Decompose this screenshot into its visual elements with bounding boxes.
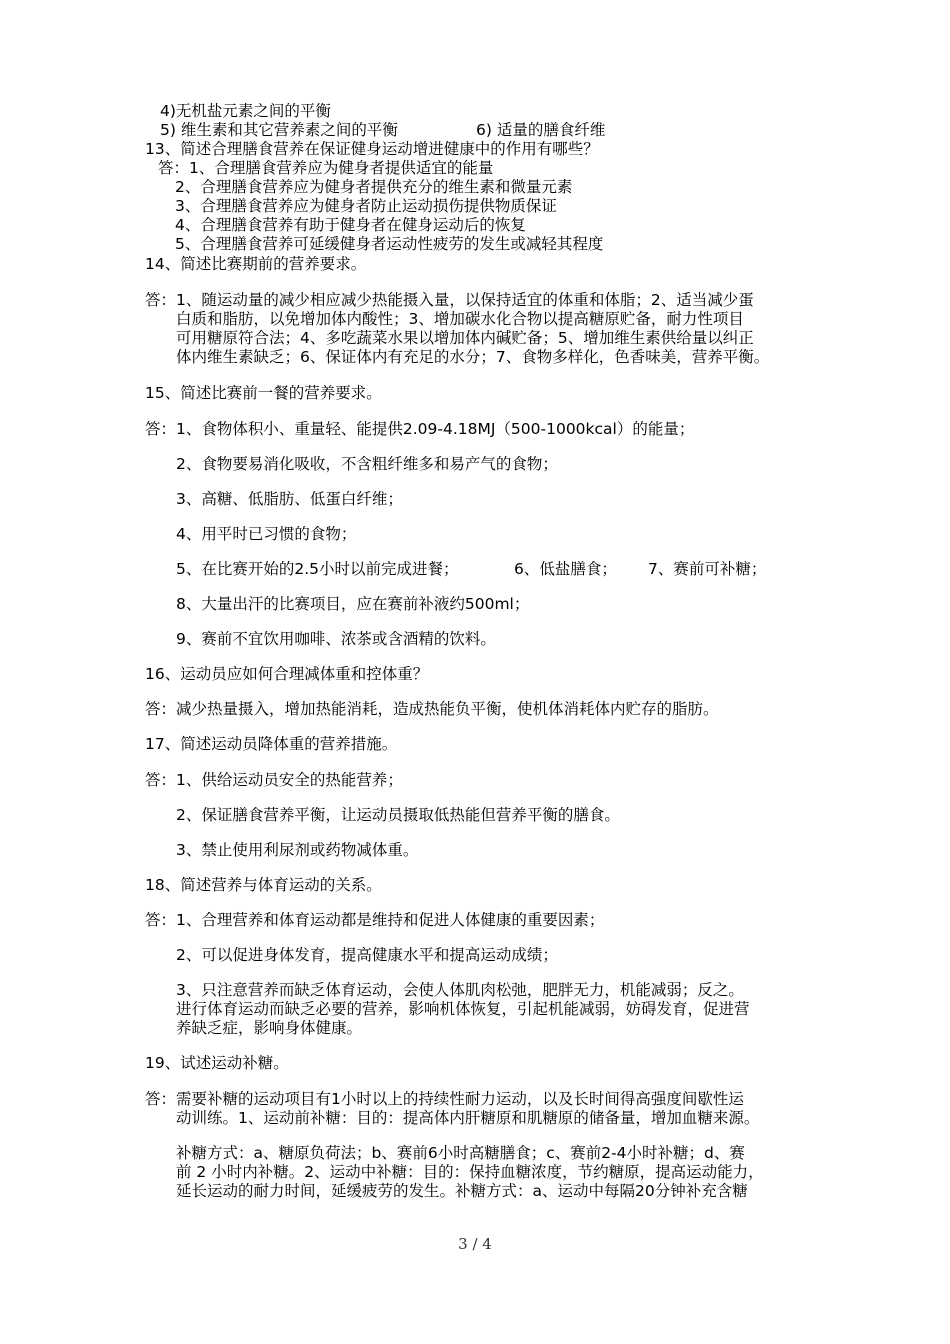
text-line: 答：需要补糖的运动项目有1小时以上的持续性耐力运动，以及长时间得高强度间歇性运 [145, 1090, 744, 1108]
text-line: 6、低盐膳食； [514, 560, 617, 578]
text-line: 3、只注意营养而缺乏体育运动，会使人体肌肉松弛，肥胖无力，机能减弱；反之。 [176, 981, 744, 999]
text-line: 14、简述比赛期前的营养要求。 [145, 255, 367, 273]
text-line: 16、运动员应如何合理减体重和控体重？ [145, 665, 429, 683]
text-line: 答：1、随运动量的减少相应减少热能摄入量，以保持适宜的体重和体脂；2、适当减少蛋 [145, 291, 754, 309]
text-line: 4、合理膳食营养有助于健身者在健身运动后的恢复 [175, 216, 526, 234]
text-line: 体内维生素缺乏；6、保证体内有充足的水分；7、食物多样化，色香味美，营养平衡。 [176, 348, 770, 366]
text-line: 动训练。1、运动前补糖：目的：提高体内肝糖原和肌糖原的储备量，增加血糖来源。 [176, 1109, 760, 1127]
text-line: 18、简述营养与体育运动的关系。 [145, 876, 382, 894]
text-line: 2、可以促进身体发育，提高健康水平和提高运动成绩； [176, 946, 558, 964]
text-line: 延长运动的耐力时间，延缓疲劳的发生。补糖方式：a、运动中每隔20分钟补充含糖 [176, 1182, 748, 1200]
text-line: 19、试述运动补糖。 [145, 1054, 289, 1072]
text-line: 5) 维生素和其它营养素之间的平衡 [160, 121, 398, 139]
text-line: 4、用平时已习惯的食物； [176, 525, 357, 543]
text-line: 17、简述运动员降体重的营养措施。 [145, 735, 398, 753]
text-line: 7、赛前可补糖； [648, 560, 767, 578]
text-line: 3、合理膳食营养应为健身者防止运动损伤提供物质保证 [175, 197, 557, 215]
text-line: 2、保证膳食营养平衡，让运动员摄取低热能但营养平衡的膳食。 [176, 806, 620, 824]
text-line: 6) 适量的膳食纤维 [476, 121, 606, 139]
text-line: 答：1、食物体积小、重量轻、能提供2.09-4.18MJ（500-1000kcal）的能量； [145, 420, 695, 438]
text-line: 前 2 小时内补糖。2、运动中补糖：目的：保持血糖浓度，节约糖原，提高运动能力， [176, 1163, 764, 1181]
text-line: 答：1、合理膳食营养应为健身者提供适宜的能量 [158, 159, 494, 177]
text-line: 答：1、合理营养和体育运动都是维持和促进人体健康的重要因素； [145, 911, 605, 929]
text-line: 13、简述合理膳食营养在保证健身运动增进健康中的作用有哪些？ [145, 140, 599, 158]
text-line: 4)无机盐元素之间的平衡 [160, 102, 331, 120]
text-line: 答：减少热量摄入，增加热能消耗，造成热能负平衡，使机体消耗体内贮存的脂肪。 [145, 700, 719, 718]
text-line: 答：1、供给运动员安全的热能营养； [145, 771, 403, 789]
text-line: 2、合理膳食营养应为健身者提供充分的维生素和微量元素 [175, 178, 573, 196]
text-line: 补糖方式：a、糖原负荷法；b、赛前6小时高糖膳食；c、赛前2-4小时补糖；d、赛 [176, 1144, 745, 1162]
text-line: 5、合理膳食营养可延缓健身者运动性疲劳的发生或减轻其程度 [175, 235, 604, 253]
page-number: 3 / 4 [458, 1235, 492, 1253]
text-line: 5、在比赛开始的2.5小时以前完成进餐； [176, 560, 459, 578]
text-line: 2、食物要易消化吸收，不含粗纤维多和易产气的食物； [176, 455, 558, 473]
text-line: 白质和脂肪，以免增加体内酸性；3、增加碳水化合物以提高糖原贮备，耐力性项目 [176, 310, 744, 328]
text-line: 9、赛前不宜饮用咖啡、浓茶或含酒精的饮料。 [176, 630, 496, 648]
text-line: 可用糖原符合法；4、多吃蔬菜水果以增加体内碱贮备；5、增加维生素供给量以纠正 [176, 329, 754, 347]
text-line: 进行体育运动而缺乏必要的营养，影响机体恢复，引起机能减弱，妨碍发育，促进营 [176, 1000, 750, 1018]
text-line: 3、高糖、低脂肪、低蛋白纤维； [176, 490, 403, 508]
text-line: 养缺乏症，影响身体健康。 [176, 1019, 363, 1037]
text-line: 15、简述比赛前一餐的营养要求。 [145, 384, 382, 402]
text-line: 8、大量出汗的比赛项目，应在赛前补液约500ml； [176, 595, 530, 613]
text-line: 3、禁止使用利尿剂或药物减体重。 [176, 841, 419, 859]
